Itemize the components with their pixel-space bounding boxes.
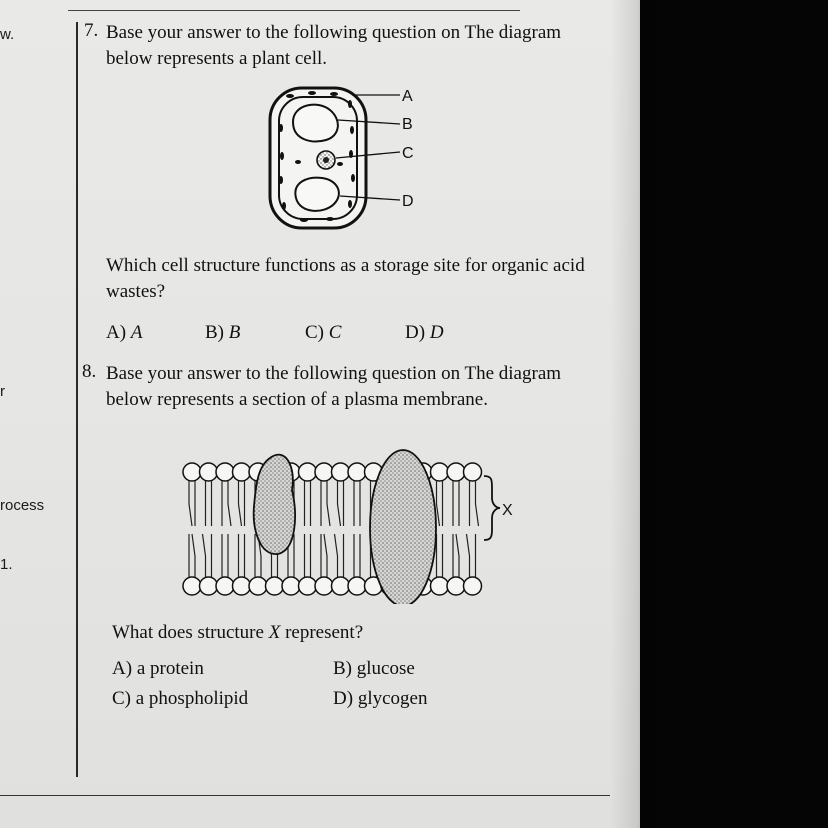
structure-x-brace <box>484 476 500 540</box>
structure-x-label: X <box>502 502 513 519</box>
margin-fragment-top: w. <box>0 26 15 43</box>
margin-fragment-middle: r <box>0 383 5 400</box>
question-7-option-a[interactable]: A) A <box>106 322 143 343</box>
question-7-number: 7. <box>84 20 99 41</box>
question-8-option-a[interactable]: A) a protein <box>112 658 204 679</box>
page-edge-shadow <box>610 0 655 828</box>
cell-label-b: B <box>402 116 413 133</box>
plasma-membrane-diagram <box>178 446 528 604</box>
question-8-option-b[interactable]: B) glucose <box>333 658 415 679</box>
question-7-prompt: Base your answer to the following question on The diagram below represents a plant cell. <box>106 22 562 69</box>
margin-fragment-lower: 1. <box>0 556 13 573</box>
question-8-number: 8. <box>82 361 97 382</box>
question-8-text: What does structure X represent? <box>112 622 364 643</box>
nucleolus <box>323 157 329 163</box>
plant-cell-diagram <box>260 82 430 234</box>
embedded-protein <box>254 455 295 555</box>
cell-label-c: C <box>402 145 414 162</box>
integral-protein <box>370 450 436 604</box>
cell-label-a: A <box>402 88 413 105</box>
upper-vacuole <box>293 105 338 142</box>
margin-fragment-process: rocess <box>0 497 45 514</box>
cell-label-d: D <box>402 193 414 210</box>
question-7-option-c[interactable]: C) C <box>305 322 342 343</box>
question-8-option-d[interactable]: D) glycogen <box>333 688 428 709</box>
lower-vacuole <box>295 178 339 211</box>
column-divider <box>76 22 78 777</box>
question-7-option-d[interactable]: D) D <box>405 322 444 343</box>
question-8-prompt: Base your answer to the following question on The diagram below represents a section of a plasma membrane. <box>106 363 562 410</box>
question-8-option-c[interactable]: C) a phospholipid <box>112 688 249 709</box>
bottom-rule <box>0 795 610 796</box>
question-7-option-b[interactable]: B) B <box>205 322 241 343</box>
lower-phospholipid-heads <box>183 577 482 595</box>
upper-phospholipid-heads <box>183 463 482 481</box>
question-7-text: Which cell structure functions as a storage site for organic acid wastes? <box>106 255 585 302</box>
top-rule <box>68 10 520 11</box>
